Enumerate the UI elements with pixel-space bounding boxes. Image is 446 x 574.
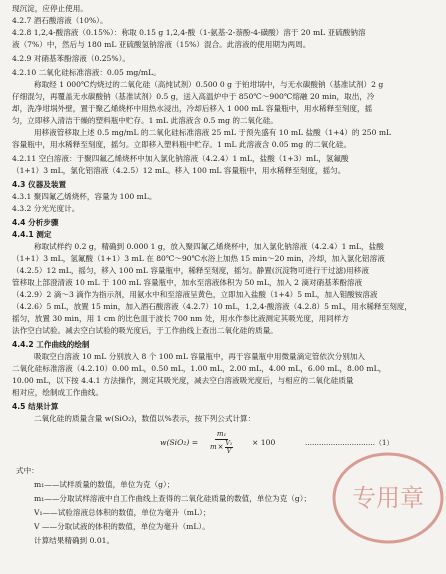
formula-numerator: m₁: [216, 430, 227, 438]
text-line: （4.2.9）2 滴～3 滴作为指示剂，用氨水中和至溶液呈黄色，立即加入盐酸（1+4）5 mL，加入钼酸铵溶液: [12, 290, 378, 299]
text-line: m₁——分取试样溶液中自工作曲线上查得的二氧化硅质量的数值，单位为克（g）；: [34, 494, 312, 503]
formula-denominator: [210, 440, 233, 455]
section-heading: 4.5 结果计算: [12, 402, 59, 411]
text-line: 4.2.9 对硝基苯酚溶液（0.25%）。: [12, 54, 130, 63]
text-line: 仔细混匀，再覆盖无水碳酸钠（基准试剂）0.5 g，送入高温炉中于 850℃～900℃熔融 20 min，取出，冷: [12, 92, 375, 101]
text-line: 液（7%）中，然后与 180 mL 亚硫酸氢钠溶液（15%）混合。此溶液的使用期为两周。: [12, 40, 311, 49]
formula-sub-numerator: V₁: [225, 440, 233, 447]
text-line: 称取经 1 000℃灼烧过的二氧化硅（高纯试剂）0.500 0 g 于铂坩埚中，与无水碳酸钠（基准试剂）2 g: [34, 80, 384, 89]
text-line: m₁——试样质量的数值，单位为克（g）；: [34, 480, 175, 489]
formula-sub-denominator: V: [226, 448, 232, 455]
text-line: 4.2.10 二氧化硅标准溶液：0.05 mg/mL。: [12, 68, 161, 77]
formula-fraction: [210, 430, 233, 455]
section-heading: 4.3 仪器及装置: [12, 180, 67, 189]
text-line: 二氧化硅标准溶液（4.2.10）0.00 mL，0.50 mL，1.00 mL，2.00 mL，4.00 mL，6.00 mL，8.00 mL，: [12, 364, 387, 373]
text-line: 二氧化硅的质量含量 w(SiO₂)，数值以%表示，按下列公式计算：: [34, 414, 256, 423]
text-line: 4.3.1 聚四氟乙烯烧杯，容量为 100 mL。: [12, 192, 157, 201]
text-line: 4.2.11 空白溶液：于聚四氟乙烯烧杯中加入氯化钠溶液（4.2.4）1 mL，盐酸（1+3）mL，氢氟酸: [12, 154, 349, 163]
section-heading: 4.4.1 测定: [12, 230, 52, 239]
red-seal-stamp: [318, 438, 446, 550]
text-line: 却，洗净坩埚外壁，置于聚乙烯烧杯中用热水浸出，冷却后移入 1 000 mL 容量瓶中，用水稀释至刻度，摇: [12, 104, 373, 113]
text-line: （4.2.5）12 mL，摇匀，移入 100 mL 容量瓶中，稀释至刻度，摇匀。静置(沉淀物可进行干过滤)用移液: [12, 266, 369, 275]
text-line: （4.2.6）5 mL，放置 15 min，加入酒石酸溶液（4.2.7）10 mL，1,2,4-酸溶液（4.2.8）5 mL，用水稀释至刻度，: [12, 302, 412, 311]
text-line: 用移液管移取上述 0.5 mg/mL 的二氧化硅标准溶液 25 mL 于预先盛有 10 mL 盐酸（1+4）的 250 mL: [34, 128, 392, 137]
text-line: 容量瓶中，用水稀释至刻度，摇匀。立即移入塑料瓶中贮存。1 mL 此溶液含 0.05 mg 的二氧化硅。: [12, 140, 352, 149]
formula-times-100: × 100: [252, 438, 276, 447]
equation-number: …………………………（1）: [305, 439, 394, 447]
text-line: （1+1）3 mL，氯化铝溶液（4.2.5）12 mL。移入 100 mL 容量瓶中，用水稀释至刻度，摇匀。: [12, 166, 346, 175]
text-line: 4.2.7 酒石酸溶液（10%）。: [12, 16, 108, 25]
text-line: 称取试样约 0.2 g，精确到 0.000 1 g，放入聚四氟乙烯烧杯中，加入氯化钠溶液（4.2.4）1 mL，盐酸: [34, 242, 384, 251]
section-heading: 4.4.2 工作曲线的绘制: [12, 340, 90, 349]
text-line: V₁——试验溶液总体积的数值，单位为毫升（mL）；: [34, 508, 211, 517]
text-line: （1+1）3 mL，氢氟酸（1+1）3 mL 在 80℃～90℃水浴上加热 15 min～20 min，冷却，加入氯化铝溶液: [12, 254, 385, 263]
text-line: 式中：: [16, 466, 39, 475]
formula-denominator-m: m: [210, 443, 217, 451]
text-line: 4.2.8 1,2,4-酸溶液（0.15%）：称取 0.15 g 1,2,4-酸（1-氨基-2-萘酚-4-磺酸）溶于 20 mL 亚硫酸钠溶: [12, 28, 366, 37]
text-line: 计算结果精确到 0.01。: [34, 536, 115, 545]
text-line: 4.3.2 分光光度计。: [12, 204, 80, 213]
text-line: 吸取空白溶液 10 mL 分别放入 8 个 100 mL 容量瓶中，再于容量瓶中用微量滴定管依次分别加入: [34, 352, 365, 361]
stamp-text: 专用章: [352, 484, 424, 512]
formula-subfraction: [225, 440, 234, 455]
text-line: 10.00 mL，以下按 4.4.1 方法操作，测定其吸光度，减去空白溶液吸光度后，与相应的二氧化硅质量: [12, 376, 354, 385]
text-line: 管移取上部澄清液 10 mL 于 100 mL 容量瓶中，加水至溶液体积为 50 mL，加入 2 滴对硝基苯酚溶液: [12, 278, 363, 287]
text-line: 相对应，绘制成工作曲线。: [12, 388, 104, 397]
text-line: 现沉淀，应停止使用。: [12, 4, 88, 13]
text-line: 摇匀，放置 30 min，用 1 cm 的比色皿于波长 700 nm 处，用水作参比液测定其吸光度，用同样方: [12, 314, 349, 323]
text-line: V ——分取试液的体积的数值，单位为毫升（mL）。: [34, 522, 210, 531]
text-line: 法作空白试验。减去空白试验的吸光度后，于工作曲线上查出二氧化硅的质量。: [12, 326, 278, 335]
text-line: 匀，立即移入清洁干燥的塑料瓶中贮存。1 mL 此溶液含 0.5 mg 的二氧化硅。: [12, 116, 278, 125]
formula-times-symbol: ×: [217, 443, 224, 451]
section-heading: 4.4 分析步骤: [12, 218, 59, 227]
formula-lhs: w(SiO₂) =: [160, 438, 199, 447]
